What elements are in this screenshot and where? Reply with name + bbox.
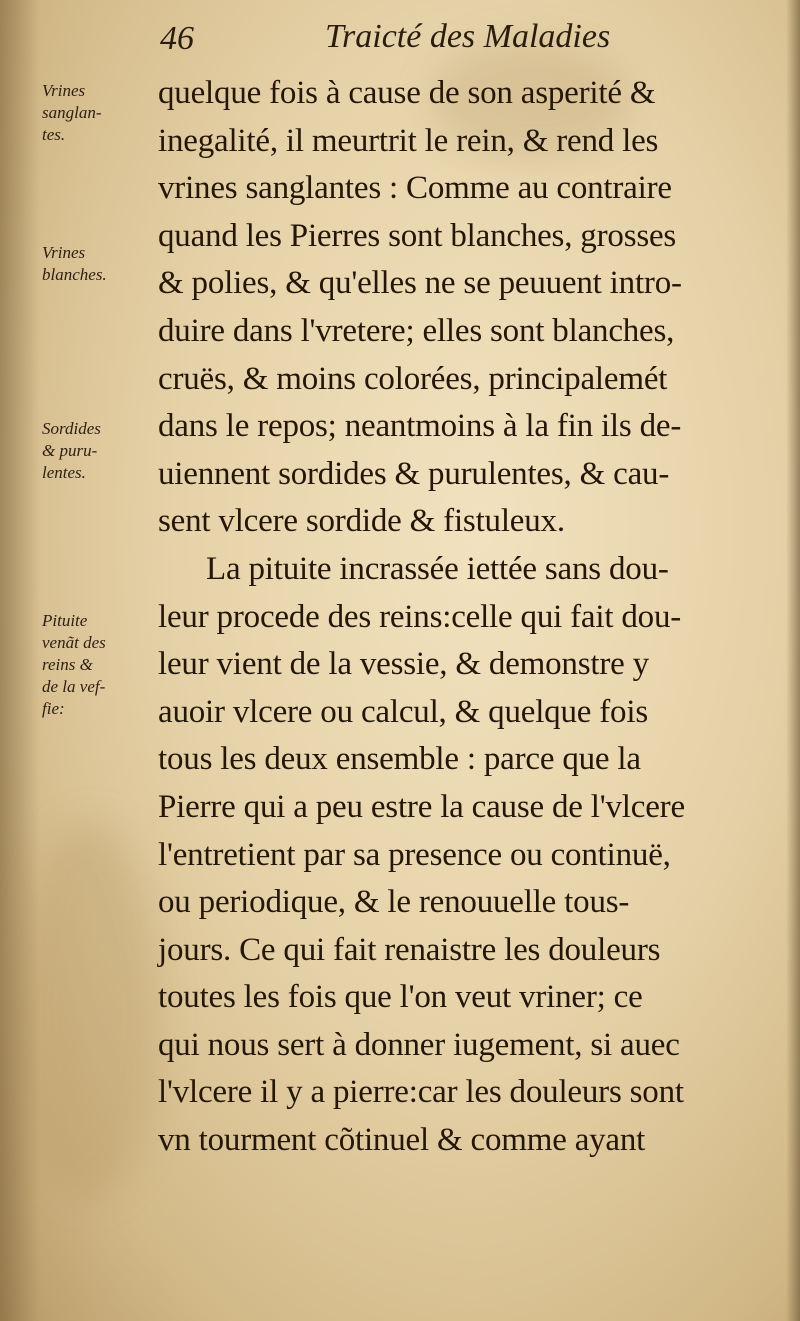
text-line: quelque fois à cause de son asperité & xyxy=(158,75,656,111)
marginal-note: Vrines blanches. xyxy=(42,243,107,284)
text-line: leur vient de la vessie, & demonstre y xyxy=(158,646,649,683)
text-line: inegalité, il meurtrit le rein, & rend les xyxy=(158,122,659,159)
running-title: Traicté des Maladies xyxy=(325,18,611,55)
text-line: vrines sanglantes : Comme au contraire xyxy=(158,170,672,207)
page-edge-shadow xyxy=(786,0,800,1321)
text-line: qui nous sert à donner iugement, si auec xyxy=(158,1026,680,1063)
text-line: Pierre qui a peu estre la cause de l'vlcere xyxy=(158,788,685,825)
text-line: dans le repos; neantmoins à la fin ils de- xyxy=(158,408,682,445)
paragraph-start-line: La pituite incrassée iettée sans dou- xyxy=(206,550,669,587)
marginal-note: Pituite venãt des reins & de la vef- fie: xyxy=(42,611,106,718)
text-line: & polies, & qu'elles ne se peuuent intro- xyxy=(158,265,682,302)
text-line: toutes les fois que l'on veut vriner; ce xyxy=(158,979,643,1016)
body-text xyxy=(158,70,788,1165)
paper-stain xyxy=(20,820,160,1200)
text-line: jours. Ce qui fait renaistre les douleurs xyxy=(158,931,661,968)
text-line: l'entretient par sa presence ou continuë, xyxy=(158,836,671,873)
page-number: 46 xyxy=(160,20,194,57)
text-line: duire dans l'vretere; elles sont blanches, xyxy=(158,312,675,349)
text-line: l'vlcere il y a pierre:car les douleurs sont xyxy=(158,1074,684,1111)
text-line: ou periodique, & le renouuelle tous- xyxy=(158,884,630,921)
text-line: tous les deux ensemble : parce que la xyxy=(158,741,641,778)
text-line: sent vlcere sordide & fistuleux. xyxy=(158,503,565,540)
marginal-note: Sordides & puru- lentes. xyxy=(42,419,101,482)
text-line: quand les Pierres sont blanches, grosses xyxy=(158,217,677,254)
text-line: vn tourment cõtinuel & comme ayant xyxy=(158,1122,646,1159)
text-line: auoir vlcere ou calcul, & quelque fois xyxy=(158,693,648,730)
text-line: uiennent sordides & purulentes, & cau- xyxy=(158,455,670,492)
marginal-note: Vrines sanglan- tes. xyxy=(42,81,102,144)
running-head xyxy=(160,18,720,62)
text-line: cruës, & moins colorées, principalemét xyxy=(158,360,668,397)
text-line: leur procede des reins:celle qui fait dou- xyxy=(158,598,682,635)
